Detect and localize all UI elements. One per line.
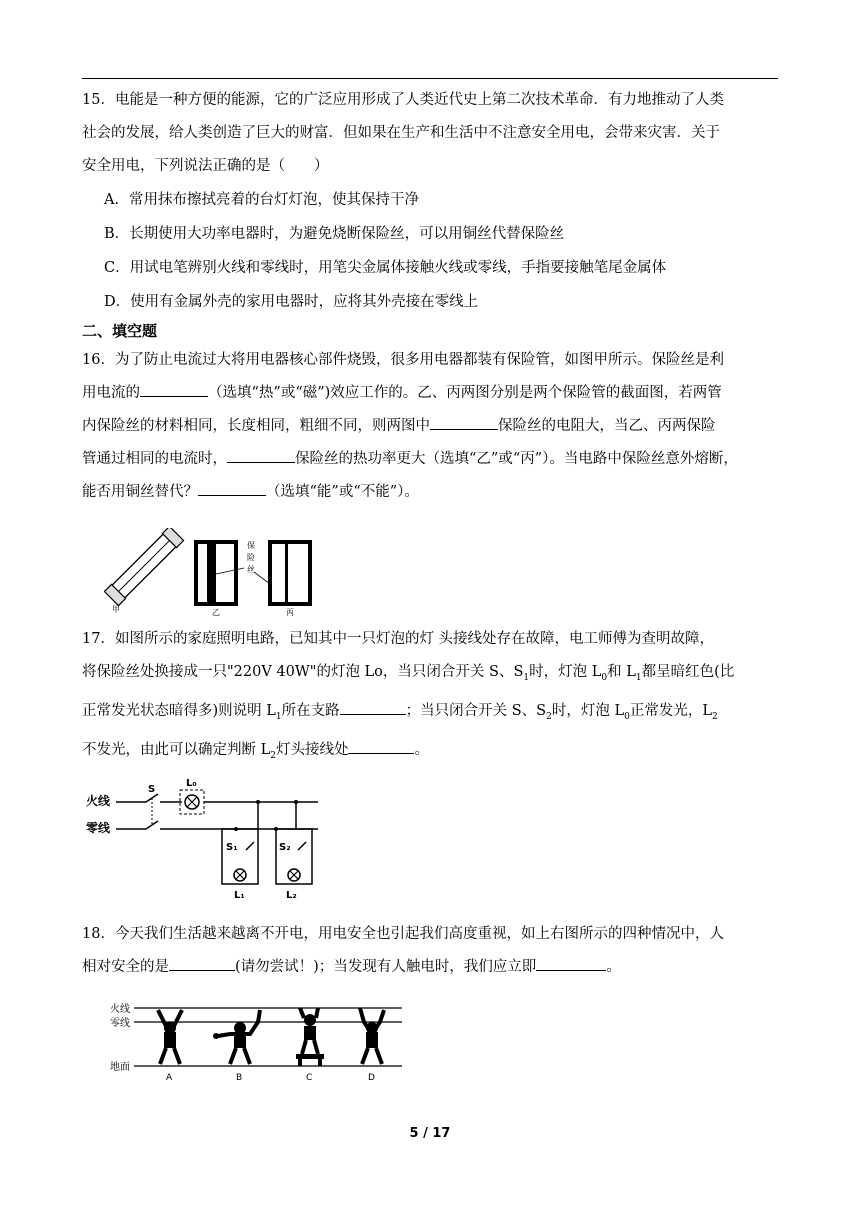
person-d <box>360 1008 384 1064</box>
label-neutral-wire: 零线 <box>86 821 111 835</box>
q17-text: 正常发光状态暗得多)则说明 L <box>82 702 276 719</box>
label-a: A <box>166 1073 173 1083</box>
person-a <box>158 1010 182 1064</box>
q16-line-5 <box>82 476 778 509</box>
q15-option-d: D．使用有金属外壳的家用电器时，应将其外壳接在零线上 <box>104 294 479 310</box>
q15-line-3: 安全用电，下列说法正确的是（ ） <box>82 158 329 174</box>
q17-text: 正常发光，L <box>629 702 712 719</box>
label-l2: L₂ <box>286 890 297 901</box>
answer-blank[interactable] <box>340 699 406 715</box>
question-17 <box>82 623 778 773</box>
q17-text: ；当只闭合开关 S、S <box>405 702 547 719</box>
shock-figure <box>110 998 410 1088</box>
label-l0: L₀ <box>186 778 197 789</box>
answer-blank[interactable] <box>430 414 498 430</box>
q15-line-1: 15．电能是一种方便的能源，它的广泛应用形成了人类近代史上第二次技术革命．有力地推动了人类 <box>82 92 724 108</box>
subscript: 2 <box>270 750 276 761</box>
q15-line-2: 社会的发展，给人类创造了巨大的财富．但如果在生产和生活中不注意安全用电，会带来灾害．关于 <box>82 125 720 141</box>
answer-blank[interactable] <box>227 447 295 463</box>
q17-text: 将保险丝处换接成一只"220V 40W"的灯泡 Lo，当只闭合开关 S、S <box>82 664 524 680</box>
q15-option-a: A．常用抹布擦拭亮着的台灯灯泡，使其保持干净 <box>104 192 419 208</box>
label-b: B <box>236 1073 243 1083</box>
label-d: D <box>368 1073 375 1083</box>
q16-text: 管通过相同的电流时， <box>82 451 227 467</box>
fuse-tube-drawing <box>104 528 183 606</box>
q18-text: 相对安全的是 <box>82 959 169 975</box>
label-live-wire: 火线 <box>86 794 111 808</box>
answer-blank[interactable] <box>169 955 235 971</box>
q17-text: 所在支路 <box>281 702 340 719</box>
label-c: C <box>306 1073 313 1083</box>
q17-line-4 <box>82 734 778 773</box>
q16-line-4 <box>82 443 778 476</box>
q16-text: （选填“能”或“不能”）。 <box>266 484 419 500</box>
q17-text: 都呈暗红色(比 <box>641 664 735 680</box>
q17-text: 时，灯泡 L <box>529 664 602 680</box>
label-jia: 甲 <box>112 605 120 614</box>
q17-line-1: 17．如图所示的家庭照明电路，已知其中一只灯泡的灯 头接线处存在故障，电工师傅为查明故障， <box>82 631 715 647</box>
answer-blank[interactable] <box>536 955 606 971</box>
subscript: 0 <box>601 672 608 683</box>
q16-text: 保险丝的电阻大，当乙、丙两保险 <box>498 418 716 434</box>
label-bing: 丙 <box>286 608 294 617</box>
q18-text: 。 <box>606 959 621 975</box>
q18-text: (请勿尝试！)；当发现有人触电时，我们应立即 <box>235 959 537 975</box>
q16-line-1: 16．为了防止电流过大将用电器核心部件烧毁，很多用电器都装有保险管，如图甲所示。保险丝是利 <box>82 352 724 368</box>
fuse-section-bing <box>270 542 310 604</box>
subscript: 2 <box>546 711 552 722</box>
question-18 <box>82 918 778 984</box>
subscript: 1 <box>523 672 530 683</box>
q17-text: 时，灯泡 L <box>551 702 625 719</box>
label-fuse-3: 丝 <box>247 565 255 574</box>
subscript: 0 <box>624 711 630 722</box>
q17-text: 灯头接线处 <box>275 741 349 758</box>
q18-line-1: 18．今天我们生活越来越离不开电，用电安全也引起我们高度重视，如上右图所示的四种情况中，人 <box>82 926 724 942</box>
q17-text: 和 L <box>607 664 636 680</box>
answer-blank[interactable] <box>348 738 414 754</box>
label-s1: S₁ <box>226 842 238 853</box>
label-neutral: 零线 <box>110 1018 130 1029</box>
subscript: 1 <box>275 711 282 722</box>
q17-line-3 <box>82 695 778 734</box>
label-yi: 乙 <box>212 608 220 617</box>
label-fuse-2: 险 <box>247 553 255 562</box>
circuit-figure <box>86 772 326 906</box>
q16-text: 能否用铜丝替代？ <box>82 484 198 500</box>
subscript: 2 <box>711 711 718 722</box>
question-15 <box>82 84 778 183</box>
label-fuse-1: 保 <box>247 541 255 550</box>
label-live: 火线 <box>110 1004 130 1015</box>
q17-text: 不发光，由此可以确定判断 L <box>82 741 271 758</box>
label-l1: L₁ <box>234 890 245 901</box>
q16-text: （选填“热”或“磁”)效应工作的。乙、丙两图分别是两个保险管的截面图，若两管 <box>208 385 722 401</box>
q17-line-2 <box>82 656 778 695</box>
label-switch-s: S <box>148 784 156 795</box>
q18-line-2 <box>82 951 778 984</box>
q16-text: 内保险丝的材料相同，长度相同，粗细不同，则两图中 <box>82 418 430 434</box>
q15-option-c: C．用试电笔辨别火线和零线时，用笔尖金属体接触火线或零线，手指要接触笔尾金属体 <box>104 260 667 276</box>
answer-blank[interactable] <box>140 381 208 397</box>
q17-text: 。 <box>414 741 429 758</box>
label-s2: S₂ <box>279 842 291 853</box>
question-16 <box>82 344 778 509</box>
person-c <box>296 1008 324 1066</box>
q16-line-3 <box>82 410 778 443</box>
q16-text: 保险丝的热功率更大（选填“乙”或“丙”）。当电路中保险丝意外熔断， <box>295 451 738 467</box>
q16-line-2 <box>82 377 778 410</box>
subscript: 1 <box>635 672 642 683</box>
label-ground: 地面 <box>110 1062 130 1073</box>
page-number: 5 / 17 <box>409 1126 451 1141</box>
section-heading: 二、填空题 <box>82 322 158 340</box>
fuse-section-yi <box>196 542 236 604</box>
fuse-figure <box>104 528 324 622</box>
q15-option-b: B．长期使用大功率电器时，为避免烧断保险丝，可以用铜丝代替保险丝 <box>104 226 565 242</box>
header-rule <box>82 78 778 79</box>
answer-blank[interactable] <box>198 480 266 496</box>
person-b <box>213 1010 260 1064</box>
q16-text: 用电流的 <box>82 385 140 401</box>
